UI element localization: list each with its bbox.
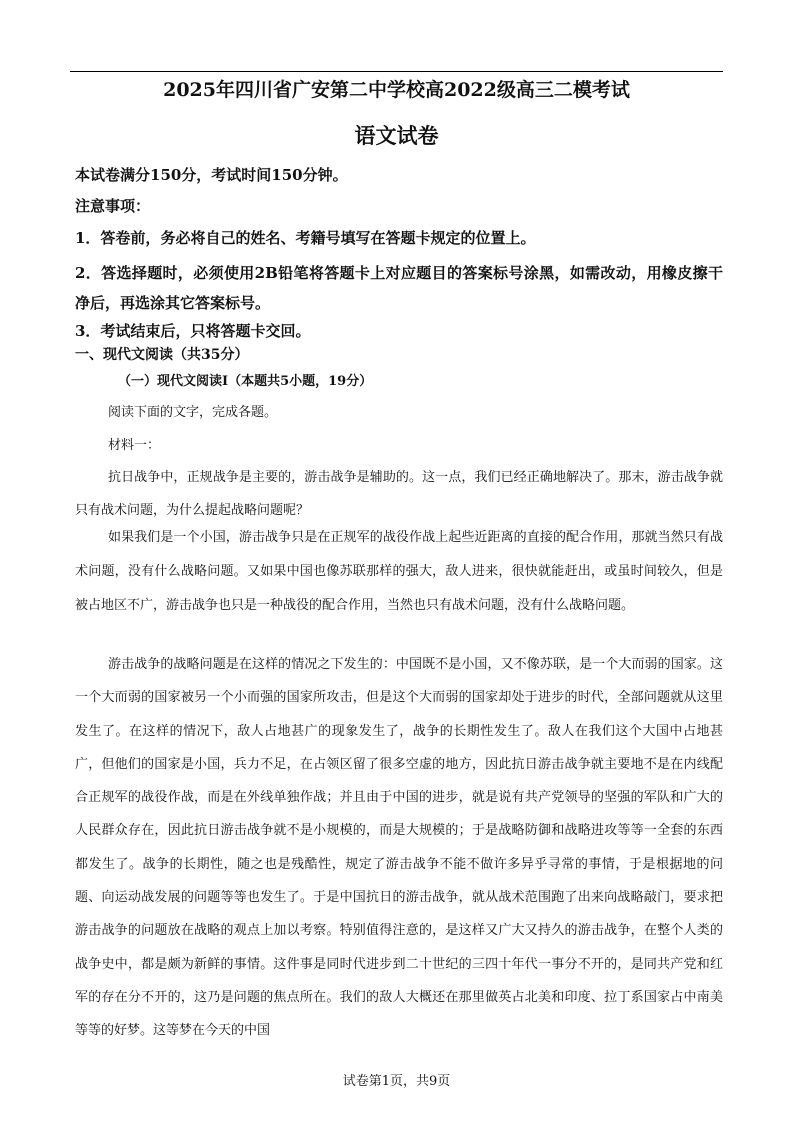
section-heading: 一、现代文阅读（共35分） bbox=[75, 347, 249, 363]
note-item: 1．答卷前，务必将自己的姓名、考籍号填写在答题卡规定的位置上。 bbox=[75, 229, 536, 247]
exam-subtitle: 语文试卷 bbox=[354, 123, 439, 148]
body-paragraph: 游击战争的战略问题是在这样的情况之下发生的：中国既不是小国，又不像苏联，是一个大而弱的国家。这一个大而弱的国家被另一个小而强的国家所攻击，但是这个大而弱的国家却处于进步的时代，全部问题就从这里发生了。在这样的情况下，敌人占地甚广的现象发生了，战争的长期性发生了。敌人在我们这个大国中占地甚广，但他们的国家是小国，兵力不足，在占领区留了很多空虚的地方，因此抗日游击战争就主要地不是在内线配合正规军的战役作战，而是在外线单独作战；并且由于中国的进步，就是说有共产党领导的坚强的军队和广大的人民群众存在，因此抗日游击战争就不是小规模的，而是大规模的；于是战略防御和战略进攻等等一全套的东西都发生了。战争的长期性，随之也是残酷性，规定了游击战争不能不做许多异乎寻常的事情，于是根据地的问题、向运动战发展的问题等等也发生了。于是中国抗日的游击战争，就从战术范围跑了出来向战略敲门，要求把游击战争的问题放在战略的观点上加以考察。特别值得注意的，是这样又广大又持久的游击战争，在整个人类的战争史中，都是颇为新鲜的事情。这件事是同时代进步到二十世纪的三四十年代一事分不开的，是同共产党和红军的存在分不开的，这乃是问题的焦点所在。我们的敌人大概还在那里做英占北美和印度、拉丁系国家占中南美等等的好梦。这等梦在今天的中国 bbox=[75, 657, 723, 1039]
note-item: 2．答选择题时，必须使用2B铅笔将答题卡上对应题目的答案标号涂黑，如需改动，用橡皮擦干净后，再选涂其它答案标号。 bbox=[75, 264, 723, 312]
header-rule bbox=[70, 71, 723, 72]
subsection-heading: （一）现代文阅读Ⅰ（本题共5小题，19分） bbox=[118, 374, 373, 389]
notes-title: 注意事项： bbox=[75, 197, 151, 215]
body-paragraph: 抗日战争中，正规战争是主要的，游击战争是辅助的。这一点，我们已经正确地解决了。那末，游击战争就只有战术问题，为什么提起战略问题呢？ bbox=[75, 470, 723, 518]
exam-title: 2025年四川省广安第二中学校高2022级高三二模考试 bbox=[163, 79, 630, 101]
reading-instruction: 阅读下面的文字，完成各题。 bbox=[108, 405, 278, 420]
body-paragraph: 如果我们是一个小国，游击战争只是在正规军的战役作战上起些近距离的直接的配合作用，那就当然只有战术问题，没有什么战略问题。又如果中国也像苏联那样的强大，敌人进来，很快就能赶出，或虽时间较久，但是被占地区不广，游击战争也只是一种战役的配合作用，当然也只有战术问题，没有什么战略问题。 bbox=[75, 530, 723, 613]
material-label: 材料一： bbox=[108, 438, 161, 453]
score-time-info: 本试卷满分150分，考试时间150分钟。 bbox=[75, 166, 348, 184]
page-number: 试卷第1页，共9页 bbox=[342, 1074, 451, 1089]
note-item: 3．考试结束后，只将答题卡交回。 bbox=[75, 322, 311, 340]
